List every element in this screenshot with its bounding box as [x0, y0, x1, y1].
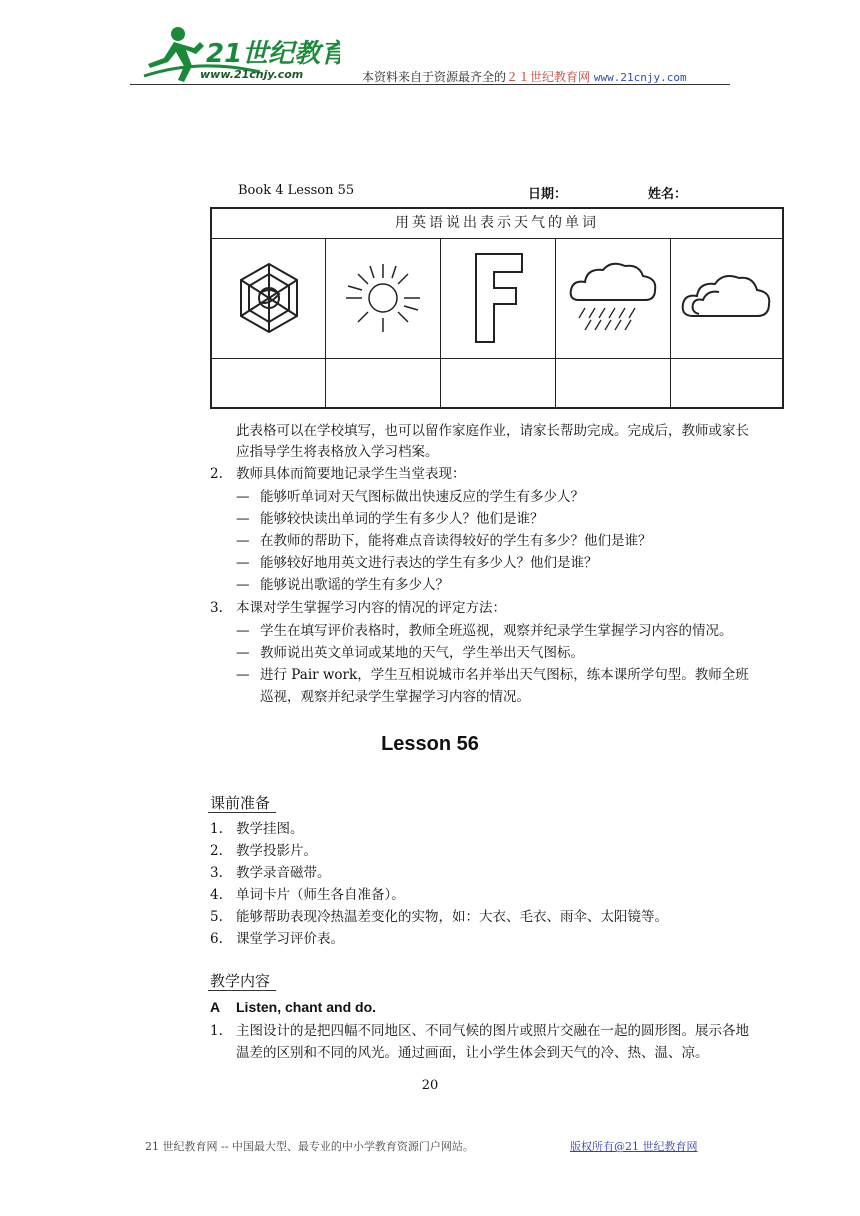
answer-cell-5[interactable] [671, 359, 782, 407]
bullet-dash: — [236, 489, 250, 505]
footer-tagline: 21 世纪教育网 -- 中国最大型、最专业的中小学教育资源门户网站。 [145, 1140, 474, 1153]
header-note-url[interactable]: www.21cnjy.com [593, 71, 687, 84]
bullet-dash: — [236, 555, 250, 571]
sun-icon [338, 258, 428, 338]
item-2-bullet: 能够较好地用英文进行表达的学生有多少人？他们是谁？ [260, 555, 598, 571]
worksheet-answer-row [212, 359, 782, 407]
prep-item-number: 2. [210, 843, 223, 859]
letter-f-wind-icon [468, 250, 528, 346]
para-line-1: 此表格可以在学校填写，也可以留作家庭作业，请家长帮助完成。完成后，教师或家长 [236, 423, 749, 439]
content-line-1: 主图设计的是把四幅不同地区、不同气候的图片或照片交融在一起的圆形图。展示各地 [236, 1023, 749, 1039]
bullet-dash: — [236, 667, 250, 683]
prep-section-underline [208, 812, 276, 813]
item-3-text: 本课对学生掌握学习内容的情况的评定方法： [236, 600, 506, 616]
answer-cell-3[interactable] [441, 359, 556, 407]
prep-item-number: 3. [210, 865, 223, 881]
icon-cell-wind [441, 238, 556, 358]
prep-item-text: 课堂学习评价表。 [236, 931, 344, 947]
item-2-bullet: 能够说出歌谣的学生有多少人？ [260, 577, 449, 593]
icon-cell-snow [212, 238, 326, 358]
prep-section-title: 课前准备 [210, 794, 271, 812]
bullet-dash: — [236, 623, 250, 639]
prep-item-text: 教学录音磁带。 [236, 865, 331, 881]
prep-item-number: 1. [210, 821, 223, 837]
worksheet-title: 用英语说出表示天气的单词 [212, 209, 782, 239]
weather-worksheet-table [210, 207, 784, 409]
prep-item-text: 教学投影片。 [236, 843, 317, 859]
lesson-title: Lesson 56 [381, 733, 479, 755]
item-2-bullet: 能够听单词对天气图标做出快速反应的学生有多少人？ [260, 489, 584, 505]
logo-url: www.21cnjy.com [200, 68, 304, 81]
worksheet-icon-row [212, 238, 782, 359]
prep-item-text: 能够帮助表现冷热温差变化的实物，如：大衣、毛衣、雨伞、太阳镜等。 [236, 909, 668, 925]
snowflake-icon [229, 258, 309, 338]
item-2-bullet: 在教师的帮助下，能将难点音读得较好的学生有多少？他们是谁？ [260, 533, 652, 549]
icon-cell-cloud [671, 238, 782, 358]
bullet-dash: — [236, 645, 250, 661]
rain-cloud-icon [565, 258, 661, 338]
site-logo[interactable] [140, 20, 340, 90]
item-3-number: 3. [210, 600, 223, 616]
sub-a-letter: A [210, 999, 221, 1015]
answer-cell-4[interactable] [556, 359, 671, 407]
footer-copyright-link[interactable]: 版权所有@21 世纪教育网 [570, 1140, 698, 1153]
page-number: 20 [421, 1078, 439, 1093]
prep-item-number: 5. [210, 909, 223, 925]
header-note-brand[interactable]: ２１世纪教育网 [506, 70, 591, 84]
content-line-2: 温差的区别和不同的风光。通过画面，让小学生体会到天气的冷、热、温、凉。 [236, 1045, 709, 1061]
logo-text: 21世纪教育 [206, 39, 340, 69]
header-divider [130, 84, 730, 85]
content-section-underline [208, 990, 276, 991]
item-2-text: 教师具体而简要地记录学生当堂表现： [236, 466, 466, 482]
item-3-bullet: 教师说出英文单词或某地的天气，学生举出天气图标。 [260, 645, 584, 661]
cloud-icon [679, 268, 775, 328]
answer-cell-1[interactable] [212, 359, 326, 407]
item-2-number: 2. [210, 466, 223, 482]
bullet-dash: — [236, 577, 250, 593]
icon-cell-rain [556, 238, 671, 358]
icon-cell-sun [326, 238, 441, 358]
answer-cell-2[interactable] [326, 359, 441, 407]
worksheet-book-label: Book 4 Lesson 55 [238, 183, 355, 198]
worksheet-name-label: 姓名： [648, 187, 688, 202]
content-section-title: 教学内容 [210, 972, 271, 990]
item-3-continuation: 巡视，观察并纪录学生掌握学习内容的情况。 [260, 689, 530, 705]
header-note-prefix: 本资料来自于资源最齐全的 [362, 70, 507, 84]
runner-logo-icon [140, 20, 340, 90]
prep-item-text: 单词卡片（师生各自准备）。 [236, 887, 405, 903]
content-item-number: 1. [210, 1023, 223, 1039]
prep-item-number: 6. [210, 931, 223, 947]
header-note [362, 68, 687, 85]
item-3-bullet: 进行 Pair work，学生互相说城市名并举出天气图标，练本课所学句型。教师全班 [260, 667, 749, 683]
sub-a-heading: Listen, chant and do. [236, 999, 377, 1015]
bullet-dash: — [236, 511, 250, 527]
prep-item-text: 教学挂图。 [236, 821, 304, 837]
worksheet-date-label: 日期： [528, 187, 568, 202]
prep-item-number: 4. [210, 887, 223, 903]
bullet-dash: — [236, 533, 250, 549]
item-3-bullet: 学生在填写评价表格时，教师全班巡视，观察并纪录学生掌握学习内容的情况。 [260, 623, 733, 639]
item-2-bullet: 能够较快读出单词的学生有多少人？他们是谁？ [260, 511, 544, 527]
para-line-2: 应指导学生将表格放入学习档案。 [236, 444, 439, 460]
